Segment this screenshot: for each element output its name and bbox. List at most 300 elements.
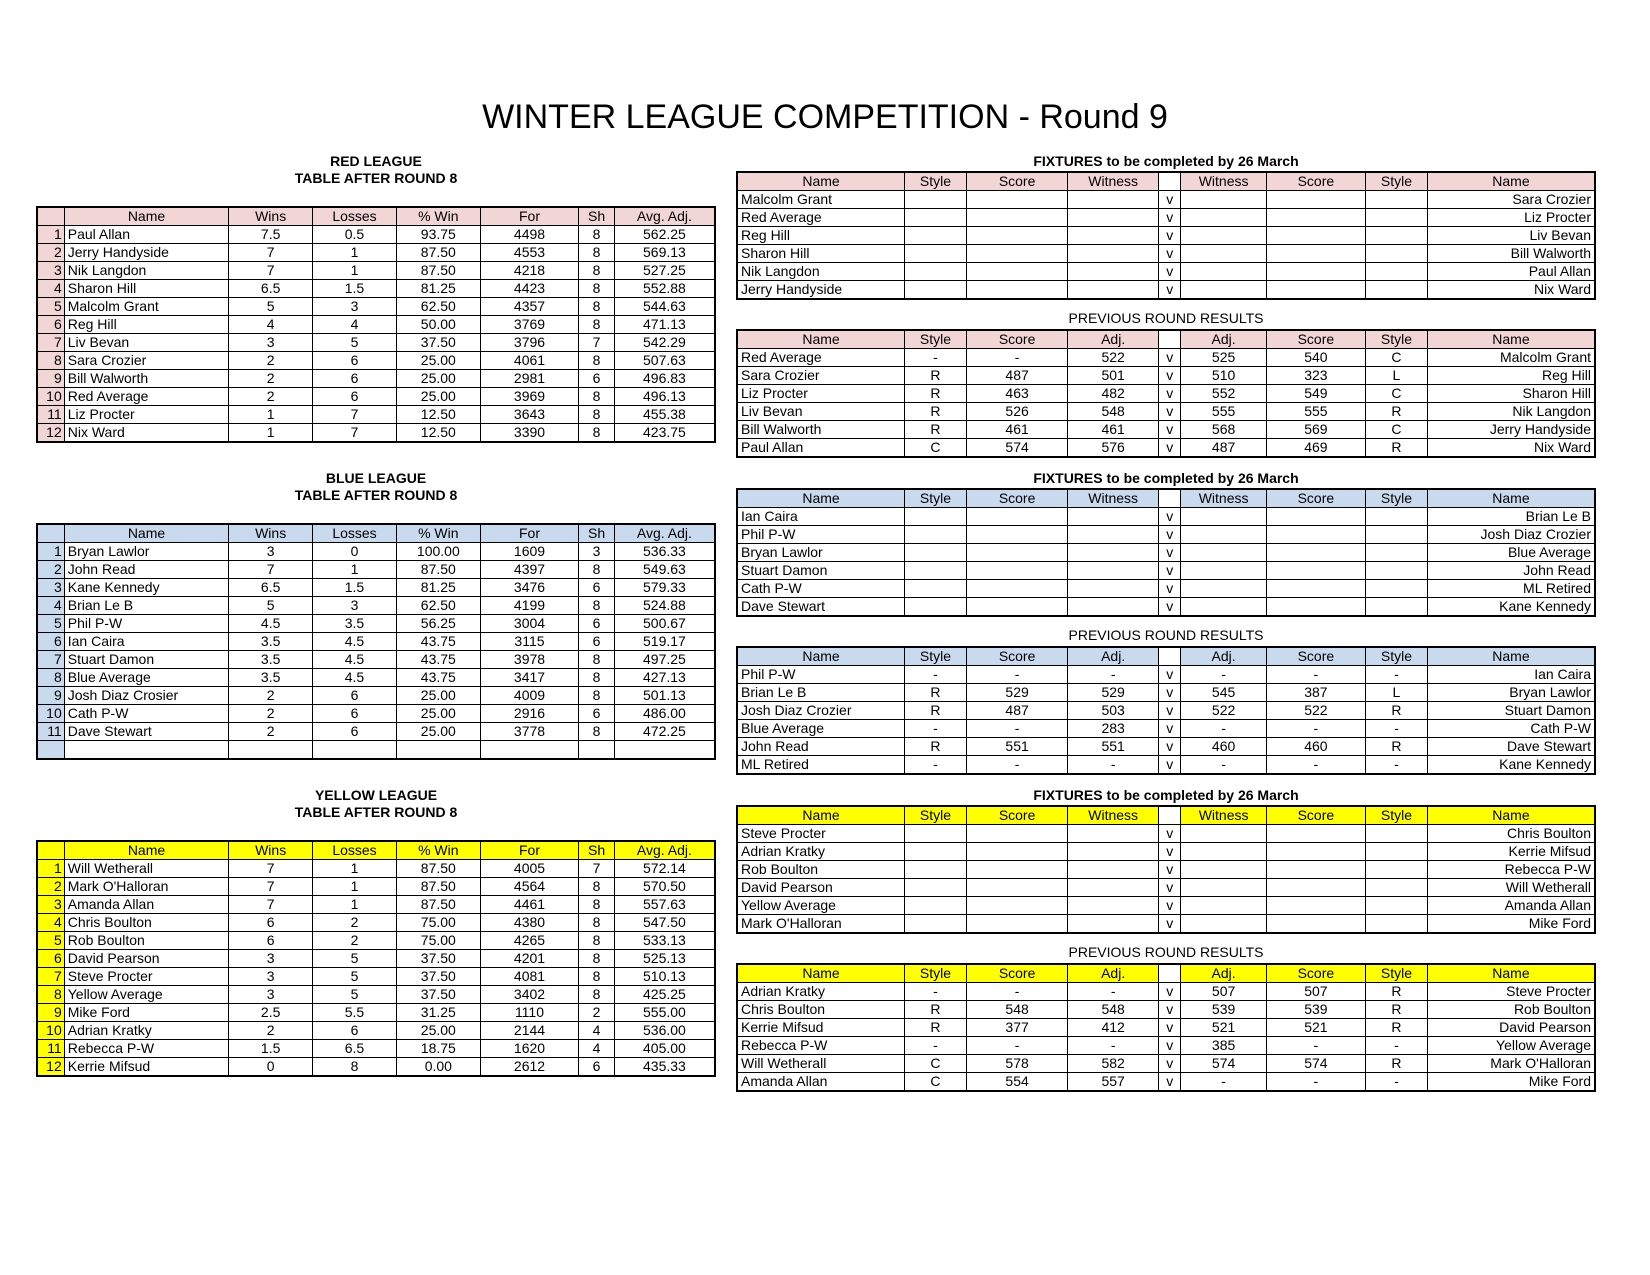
standings-header-cell: Sh (579, 841, 615, 860)
fixture-blank-cell (1068, 281, 1159, 300)
standings-cell: 62.50 (396, 597, 480, 615)
fixture-blank-cell (1266, 245, 1365, 263)
standings-cell: 2612 (480, 1058, 579, 1077)
result-cell: 507 (1266, 983, 1365, 1001)
rank-cell: 10 (37, 388, 64, 406)
fixture-away-name: Chris Boulton (1427, 825, 1595, 843)
result-cell: Sara Crozier (737, 367, 905, 385)
fixture-away-name: Josh Diaz Crozier (1427, 526, 1595, 544)
fixture-away-name: Bill Walworth (1427, 245, 1595, 263)
result-cell: 461 (1068, 421, 1159, 439)
fixture-blank-cell (1181, 526, 1266, 544)
fixture-blank-cell (1181, 897, 1266, 915)
standings-cell: 8 (579, 352, 615, 370)
fixture-row (737, 526, 1595, 544)
results-header-cell: Score (966, 647, 1067, 666)
standings-cell (579, 741, 615, 760)
fixture-row (737, 897, 1595, 915)
fixture-home-name: Dave Stewart (737, 598, 905, 617)
fixture-blank-cell (905, 915, 967, 934)
table-row (37, 244, 715, 262)
standings-cell: Sharon Hill (64, 280, 229, 298)
standings-cell: 100.00 (396, 543, 480, 561)
standings-cell: 8 (579, 424, 615, 443)
versus-marker: v (1159, 245, 1181, 263)
result-cell: Josh Diaz Crozier (737, 702, 905, 720)
fixtures-header-cell: Score (1266, 806, 1365, 825)
standings-cell: 87.50 (396, 561, 480, 579)
standings-cell: 3 (229, 334, 313, 352)
fixture-row (737, 843, 1595, 861)
result-cell: R (1366, 1001, 1428, 1019)
fixtures-header-cell: Score (1266, 172, 1365, 191)
result-cell: Blue Average (737, 720, 905, 738)
result-cell: - (905, 349, 967, 367)
standings-cell: 536.00 (614, 1022, 715, 1040)
standings-cell: Chris Boulton (64, 914, 229, 932)
fixture-blank-cell (966, 281, 1067, 300)
result-cell: 501 (1068, 367, 1159, 385)
result-cell: R (905, 684, 967, 702)
rank-cell: 7 (37, 651, 64, 669)
result-cell: 574 (966, 439, 1067, 458)
standings-cell: 6 (313, 370, 397, 388)
standings-cell: 0 (229, 1058, 313, 1077)
fixtures-header-cell: Witness (1068, 172, 1159, 191)
table-row (37, 633, 715, 651)
standings-cell: 3 (229, 950, 313, 968)
table-row (37, 262, 715, 280)
table-row (37, 950, 715, 968)
fixture-blank-cell (1068, 544, 1159, 562)
result-cell: 548 (1068, 403, 1159, 421)
league-name: YELLOW LEAGUE (314, 787, 438, 803)
fixture-away-name: Nix Ward (1427, 281, 1595, 300)
fixture-blank-cell (1266, 915, 1365, 934)
rank-cell: 11 (37, 723, 64, 741)
result-cell: - (1068, 1037, 1159, 1055)
fixture-home-name: Yellow Average (737, 897, 905, 915)
result-cell: 551 (966, 738, 1067, 756)
fixtures-table (736, 488, 1596, 617)
standings-cell: Bill Walworth (64, 370, 229, 388)
result-cell: 540 (1266, 349, 1365, 367)
rank-cell: 3 (37, 896, 64, 914)
standings-cell: Cath P-W (64, 705, 229, 723)
result-row (737, 738, 1595, 756)
result-row (737, 1037, 1595, 1055)
fixture-home-name: Malcolm Grant (737, 191, 905, 209)
result-row (737, 702, 1595, 720)
standings-cell: Will Wetherall (64, 860, 229, 878)
standings-table (36, 206, 716, 443)
standings-cell: 8 (579, 561, 615, 579)
fixture-blank-cell (966, 897, 1067, 915)
fixture-blank-cell (1181, 915, 1266, 934)
fixture-blank-cell (966, 843, 1067, 861)
result-cell: 460 (1181, 738, 1266, 756)
result-cell: - (966, 756, 1067, 775)
result-row (737, 684, 1595, 702)
results-header-cell (1159, 647, 1181, 666)
fixture-home-name: Ian Caira (737, 508, 905, 526)
fixtures-header-cell: Name (737, 806, 905, 825)
standings-cell: 6 (579, 579, 615, 597)
fixture-blank-cell (1266, 281, 1365, 300)
standings-header-cell: Name (64, 207, 229, 226)
result-cell: Sharon Hill (1427, 385, 1595, 403)
standings-cell: 31.25 (396, 1004, 480, 1022)
fixture-blank-cell (905, 281, 967, 300)
rank-cell: 6 (37, 316, 64, 334)
standings-cell: 3 (229, 986, 313, 1004)
versus-marker: v (1159, 263, 1181, 281)
standings-cell: 6.5 (229, 280, 313, 298)
rank-cell: 4 (37, 280, 64, 298)
versus-marker: v (1159, 209, 1181, 227)
rank-cell: 10 (37, 705, 64, 723)
table-row (37, 280, 715, 298)
standings-header-cell: Name (64, 841, 229, 860)
result-cell: Rob Boulton (1427, 1001, 1595, 1019)
results-header-cell: Score (1266, 647, 1365, 666)
standings-cell: David Pearson (64, 950, 229, 968)
fixture-row (737, 263, 1595, 281)
standings-cell: 7.5 (229, 226, 313, 244)
result-cell: 522 (1068, 349, 1159, 367)
fixture-blank-cell (1181, 861, 1266, 879)
standings-cell: 7 (229, 561, 313, 579)
fixture-blank-cell (1366, 245, 1428, 263)
standings-cell: 37.50 (396, 986, 480, 1004)
fixtures-heading: FIXTURES to be completed by 26 March (1033, 470, 1299, 486)
result-cell: Will Wetherall (737, 1055, 905, 1073)
standings-cell: 8 (579, 968, 615, 986)
fixture-row (737, 191, 1595, 209)
league-section (36, 150, 1596, 480)
results-header-cell (1159, 964, 1181, 983)
fixture-row (737, 227, 1595, 245)
previous-results-heading: PREVIOUS ROUND RESULTS (1068, 944, 1264, 960)
result-cell: L (1366, 684, 1428, 702)
standings-cell: Ian Caira (64, 633, 229, 651)
fixtures-header-cell: Score (966, 806, 1067, 825)
result-cell: 482 (1068, 385, 1159, 403)
result-cell: R (905, 367, 967, 385)
standings-cell: 8 (579, 950, 615, 968)
standings-cell: 405.00 (614, 1040, 715, 1058)
table-row (37, 298, 715, 316)
standings-cell: 1 (229, 424, 313, 443)
result-cell: Nik Langdon (1427, 403, 1595, 421)
fixture-home-name: Red Average (737, 209, 905, 227)
fixture-blank-cell (1181, 598, 1266, 617)
standings-cell: 435.33 (614, 1058, 715, 1077)
result-cell: Dave Stewart (1427, 738, 1595, 756)
standings-cell: 501.13 (614, 687, 715, 705)
versus-marker: v (1159, 227, 1181, 245)
result-cell: 412 (1068, 1019, 1159, 1037)
standings-cell (313, 741, 397, 760)
fixtures-header-cell: Witness (1181, 172, 1266, 191)
fixtures-header-cell: Score (1266, 489, 1365, 508)
standings-cell: Amanda Allan (64, 896, 229, 914)
standings-cell: 4199 (480, 597, 579, 615)
standings-cell: 2 (229, 1022, 313, 1040)
standings-cell: 5 (313, 950, 397, 968)
standings-cell: Rob Boulton (64, 932, 229, 950)
standings-cell: Blue Average (64, 669, 229, 687)
standings-cell: Reg Hill (64, 316, 229, 334)
result-cell: 461 (966, 421, 1067, 439)
fixtures-header-cell: Style (1366, 489, 1428, 508)
standings-cell: 2916 (480, 705, 579, 723)
fixture-away-name: Paul Allan (1427, 263, 1595, 281)
standings-cell: 6 (579, 615, 615, 633)
standings-cell: 7 (229, 262, 313, 280)
result-cell: - (966, 1037, 1067, 1055)
standings-cell: 75.00 (396, 914, 480, 932)
versus-marker: v (1159, 756, 1181, 775)
result-cell: 463 (966, 385, 1067, 403)
standings-cell: 6.5 (229, 579, 313, 597)
table-row (37, 370, 715, 388)
result-cell: 545 (1181, 684, 1266, 702)
fixture-blank-cell (1181, 227, 1266, 245)
versus-marker: v (1159, 281, 1181, 300)
standings-cell: 8 (579, 280, 615, 298)
fixtures-header-cell: Name (737, 489, 905, 508)
standings-cell: 533.13 (614, 932, 715, 950)
fixture-blank-cell (905, 562, 967, 580)
result-cell: L (1366, 367, 1428, 385)
rank-cell: 9 (37, 687, 64, 705)
standings-cell: 1 (313, 860, 397, 878)
fixtures-heading: FIXTURES to be completed by 26 March (1033, 787, 1299, 803)
versus-marker: v (1159, 349, 1181, 367)
result-row (737, 983, 1595, 1001)
rank-cell: 11 (37, 1040, 64, 1058)
result-row (737, 1001, 1595, 1019)
result-cell: Nix Ward (1427, 439, 1595, 458)
result-cell: - (1266, 756, 1365, 775)
standings-header-cell (37, 207, 64, 226)
fixtures-header-cell (1159, 172, 1181, 191)
fixture-blank-cell (1266, 598, 1365, 617)
standings-cell: 7 (229, 244, 313, 262)
fixture-row (737, 861, 1595, 879)
standings-cell: 544.63 (614, 298, 715, 316)
result-cell: Cath P-W (1427, 720, 1595, 738)
rank-cell: 4 (37, 914, 64, 932)
result-cell: 503 (1068, 702, 1159, 720)
result-cell: 460 (1266, 738, 1365, 756)
standings-cell: 2 (579, 1004, 615, 1022)
result-cell: 574 (1181, 1055, 1266, 1073)
standings-cell: 4380 (480, 914, 579, 932)
result-row (737, 1055, 1595, 1073)
result-cell: 487 (1181, 439, 1266, 458)
results-header-cell: Name (737, 964, 905, 983)
standings-cell: 0.00 (396, 1058, 480, 1077)
fixture-blank-cell (1266, 209, 1365, 227)
rank-cell: 9 (37, 1004, 64, 1022)
result-cell: - (1266, 720, 1365, 738)
fixture-blank-cell (1068, 861, 1159, 879)
standings-cell: 5.5 (313, 1004, 397, 1022)
fixture-blank-cell (1181, 843, 1266, 861)
fixtures-header-cell: Style (905, 489, 967, 508)
fixture-blank-cell (966, 580, 1067, 598)
result-cell: 487 (966, 367, 1067, 385)
standings-cell: 43.75 (396, 651, 480, 669)
rank-cell: 7 (37, 968, 64, 986)
result-cell: Reg Hill (1427, 367, 1595, 385)
results-header-cell: Score (966, 330, 1067, 349)
standings-cell: 7 (579, 860, 615, 878)
fixture-home-name: Mark O'Halloran (737, 915, 905, 934)
table-row (37, 687, 715, 705)
result-cell: 387 (1266, 684, 1365, 702)
fixture-row (737, 825, 1595, 843)
standings-cell: 3417 (480, 669, 579, 687)
fixture-blank-cell (905, 245, 967, 263)
fixture-blank-cell (1068, 915, 1159, 934)
fixture-blank-cell (1068, 263, 1159, 281)
standings-cell: 8 (579, 244, 615, 262)
result-cell: Red Average (737, 349, 905, 367)
result-cell: 539 (1181, 1001, 1266, 1019)
fixture-blank-cell (1068, 897, 1159, 915)
fixture-home-name: Rob Boulton (737, 861, 905, 879)
versus-marker: v (1159, 1055, 1181, 1073)
fixture-away-name: Kane Kennedy (1427, 598, 1595, 617)
result-cell: R (1366, 1055, 1428, 1073)
standings-cell: 3 (313, 597, 397, 615)
result-cell: - (1181, 720, 1266, 738)
fixture-home-name: Nik Langdon (737, 263, 905, 281)
fixtures-header-cell: Witness (1068, 806, 1159, 825)
table-row (37, 723, 715, 741)
table-after-label: TABLE AFTER ROUND 8 (294, 487, 458, 503)
standings-cell: 3969 (480, 388, 579, 406)
standings-cell: Nik Langdon (64, 262, 229, 280)
result-cell: David Pearson (1427, 1019, 1595, 1037)
standings-cell: 2 (229, 723, 313, 741)
fixture-blank-cell (1181, 245, 1266, 263)
standings-cell: 5 (229, 298, 313, 316)
standings-cell: 8 (579, 723, 615, 741)
table-row (37, 705, 715, 723)
standings-cell: Kerrie Mifsud (64, 1058, 229, 1077)
fixture-blank-cell (905, 263, 967, 281)
fixture-blank-cell (966, 209, 1067, 227)
standings-cell: 486.00 (614, 705, 715, 723)
result-cell: Liv Bevan (737, 403, 905, 421)
results-header-cell: Adj. (1068, 330, 1159, 349)
standings-cell: 4.5 (313, 669, 397, 687)
standings-cell: 3004 (480, 615, 579, 633)
fixture-away-name: John Read (1427, 562, 1595, 580)
standings-header-cell: Avg. Adj. (614, 207, 715, 226)
versus-marker: v (1159, 508, 1181, 526)
standings-cell: 8 (579, 597, 615, 615)
standings-cell: 4553 (480, 244, 579, 262)
result-cell: - (1266, 1073, 1365, 1092)
standings-cell: 3.5 (313, 615, 397, 633)
rank-cell: 1 (37, 860, 64, 878)
fixture-blank-cell (1366, 825, 1428, 843)
result-cell: - (905, 983, 967, 1001)
versus-marker: v (1159, 702, 1181, 720)
versus-marker: v (1159, 684, 1181, 702)
standings-header-cell: % Win (396, 207, 480, 226)
fixture-row (737, 915, 1595, 934)
table-row (37, 669, 715, 687)
standings-cell: 12.50 (396, 424, 480, 443)
standings-cell: 4 (313, 316, 397, 334)
standings-cell: 6 (313, 352, 397, 370)
result-cell: Mike Ford (1427, 1073, 1595, 1092)
standings-cell: 4 (579, 1022, 615, 1040)
result-cell: - (1181, 666, 1266, 684)
results-header-cell: Style (1366, 964, 1428, 983)
result-cell: - (1366, 666, 1428, 684)
standings-cell: 547.50 (614, 914, 715, 932)
rank-cell: 12 (37, 424, 64, 443)
result-cell: 385 (1181, 1037, 1266, 1055)
standings-cell (614, 741, 715, 760)
table-row (37, 741, 715, 760)
standings-cell: 425.25 (614, 986, 715, 1004)
fixture-away-name: Blue Average (1427, 544, 1595, 562)
fixture-blank-cell (1266, 562, 1365, 580)
fixture-blank-cell (905, 598, 967, 617)
standings-cell: 6 (313, 388, 397, 406)
table-row (37, 352, 715, 370)
fixture-blank-cell (1181, 281, 1266, 300)
standings-cell: 4498 (480, 226, 579, 244)
standings-cell: 455.38 (614, 406, 715, 424)
fixture-blank-cell (1366, 598, 1428, 617)
standings-cell: 4423 (480, 280, 579, 298)
fixtures-header-cell: Style (905, 806, 967, 825)
fixtures-header-cell (1159, 489, 1181, 508)
table-row (37, 1022, 715, 1040)
fixture-blank-cell (1266, 843, 1365, 861)
standings-cell: 4265 (480, 932, 579, 950)
standings-cell: 6 (229, 914, 313, 932)
standings-cell: 427.13 (614, 669, 715, 687)
result-row (737, 439, 1595, 458)
standings-cell: 3 (229, 543, 313, 561)
table-row (37, 597, 715, 615)
standings-cell: 37.50 (396, 334, 480, 352)
standings-cell: 510.13 (614, 968, 715, 986)
fixture-blank-cell (1181, 508, 1266, 526)
result-cell: Ian Caira (1427, 666, 1595, 684)
standings-cell: 1.5 (313, 579, 397, 597)
rank-cell (37, 741, 64, 760)
standings-cell: 3390 (480, 424, 579, 443)
standings-cell: 18.75 (396, 1040, 480, 1058)
result-row (737, 367, 1595, 385)
rank-cell: 2 (37, 244, 64, 262)
standings-cell: 423.75 (614, 424, 715, 443)
standings-cell: 8 (579, 896, 615, 914)
result-cell: - (1181, 756, 1266, 775)
result-cell: 487 (966, 702, 1067, 720)
